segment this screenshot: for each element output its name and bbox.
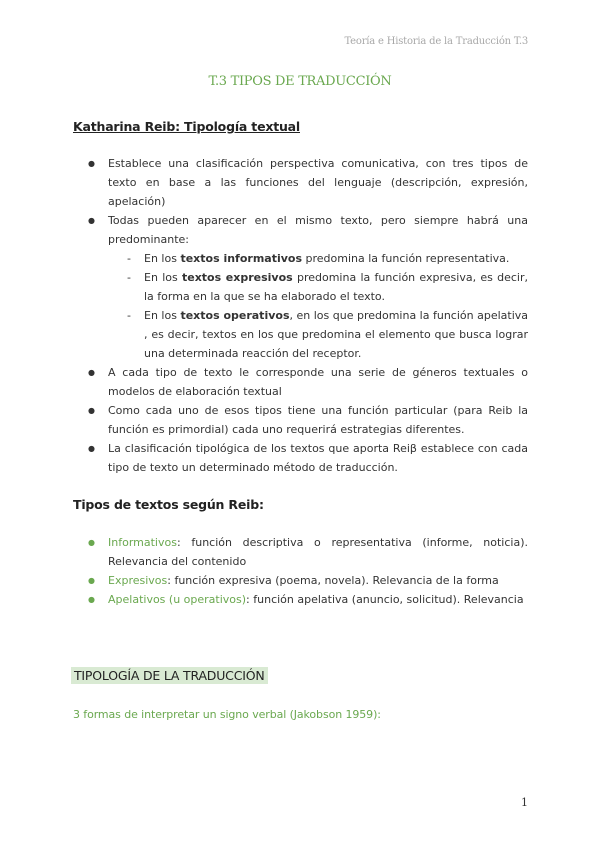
- text-types-list: [73, 533, 528, 609]
- sub-list-item: - En los textos expresivos predomina la función expresiva, es decir, la forma en la que se ha elaborado el texto.: [108, 268, 528, 306]
- type-term: Expresivos: [108, 574, 168, 587]
- sub-list-item: - En los textos operativos, en los que predomina la función apelativa , es decir, textos en los que predomina el elemento que busca lograr una determinada reacción del receptor.: [108, 306, 528, 363]
- type-term: Apelativos (u operativos): [108, 593, 247, 606]
- list-item: ● Expresivos: función expresiva (poema, novela). Relevancia de la forma: [73, 571, 528, 590]
- section-heading-types: Tipos de textos según Reib:: [73, 497, 264, 512]
- running-header: Teoría e Historia de la Traducción T.3: [344, 36, 528, 47]
- sub-list-item: - En los textos informativos predomina la función representativa.: [108, 249, 528, 268]
- page-title: T.3 TIPOS DE TRADUCCIÓN: [208, 74, 392, 89]
- list-item: ● Establece una clasificación perspectiva comunicativa, con tres tipos de texto en base a las funciones del lenguaje (descripción, expresión, apelación): [73, 154, 528, 211]
- page-number: 1: [521, 796, 528, 809]
- list-item: ● Todas pueden aparecer en el mismo texto, pero siempre habrá una predominante: - En los textos informativos predomina la función representativa. - En los textos expresivos predomina la función expresiva, es decir, la forma en la que se ha elaborado el texto. - En los textos operativos, en los que predomina la función apelativa , es decir, textos en los que predomina el elemento que busca lograr una determinada reacción del receptor.: [73, 211, 528, 363]
- term-bold: textos expresivos: [181, 271, 293, 284]
- section-heading-reib: Katharina Reib: Tipología textual: [73, 119, 300, 134]
- term-bold: textos operativos: [180, 309, 290, 322]
- list-item: ● Como cada uno de esos tipos tiene una función particular (para Reib la función es primordial) cada uno requerirá estrategias diferentes.: [73, 401, 528, 439]
- type-term: Informativos: [108, 536, 177, 549]
- reib-bullet-list: [73, 154, 528, 477]
- list-item: ● Informativos: función descriptiva o representativa (informe, noticia). Relevancia del contenido: [73, 533, 528, 571]
- list-item: ● A cada tipo de texto le corresponde una serie de géneros textuales o modelos de elaboración textual: [73, 363, 528, 401]
- list-item: ● La clasificación tipológica de los textos que aporta Reiβ establece con cada tipo de texto un determinado método de traducción.: [73, 439, 528, 477]
- jakobson-subheading: 3 formas de interpretar un signo verbal (Jakobson 1959):: [73, 708, 381, 721]
- sub-list: [108, 249, 528, 363]
- section-heading-translation-typology: TIPOLOGÍA DE LA TRADUCCIÓN: [71, 667, 268, 684]
- term-bold: textos informativos: [180, 252, 303, 265]
- list-item: ● Apelativos (u operativos): función apelativa (anuncio, solicitud). Relevancia: [73, 590, 528, 609]
